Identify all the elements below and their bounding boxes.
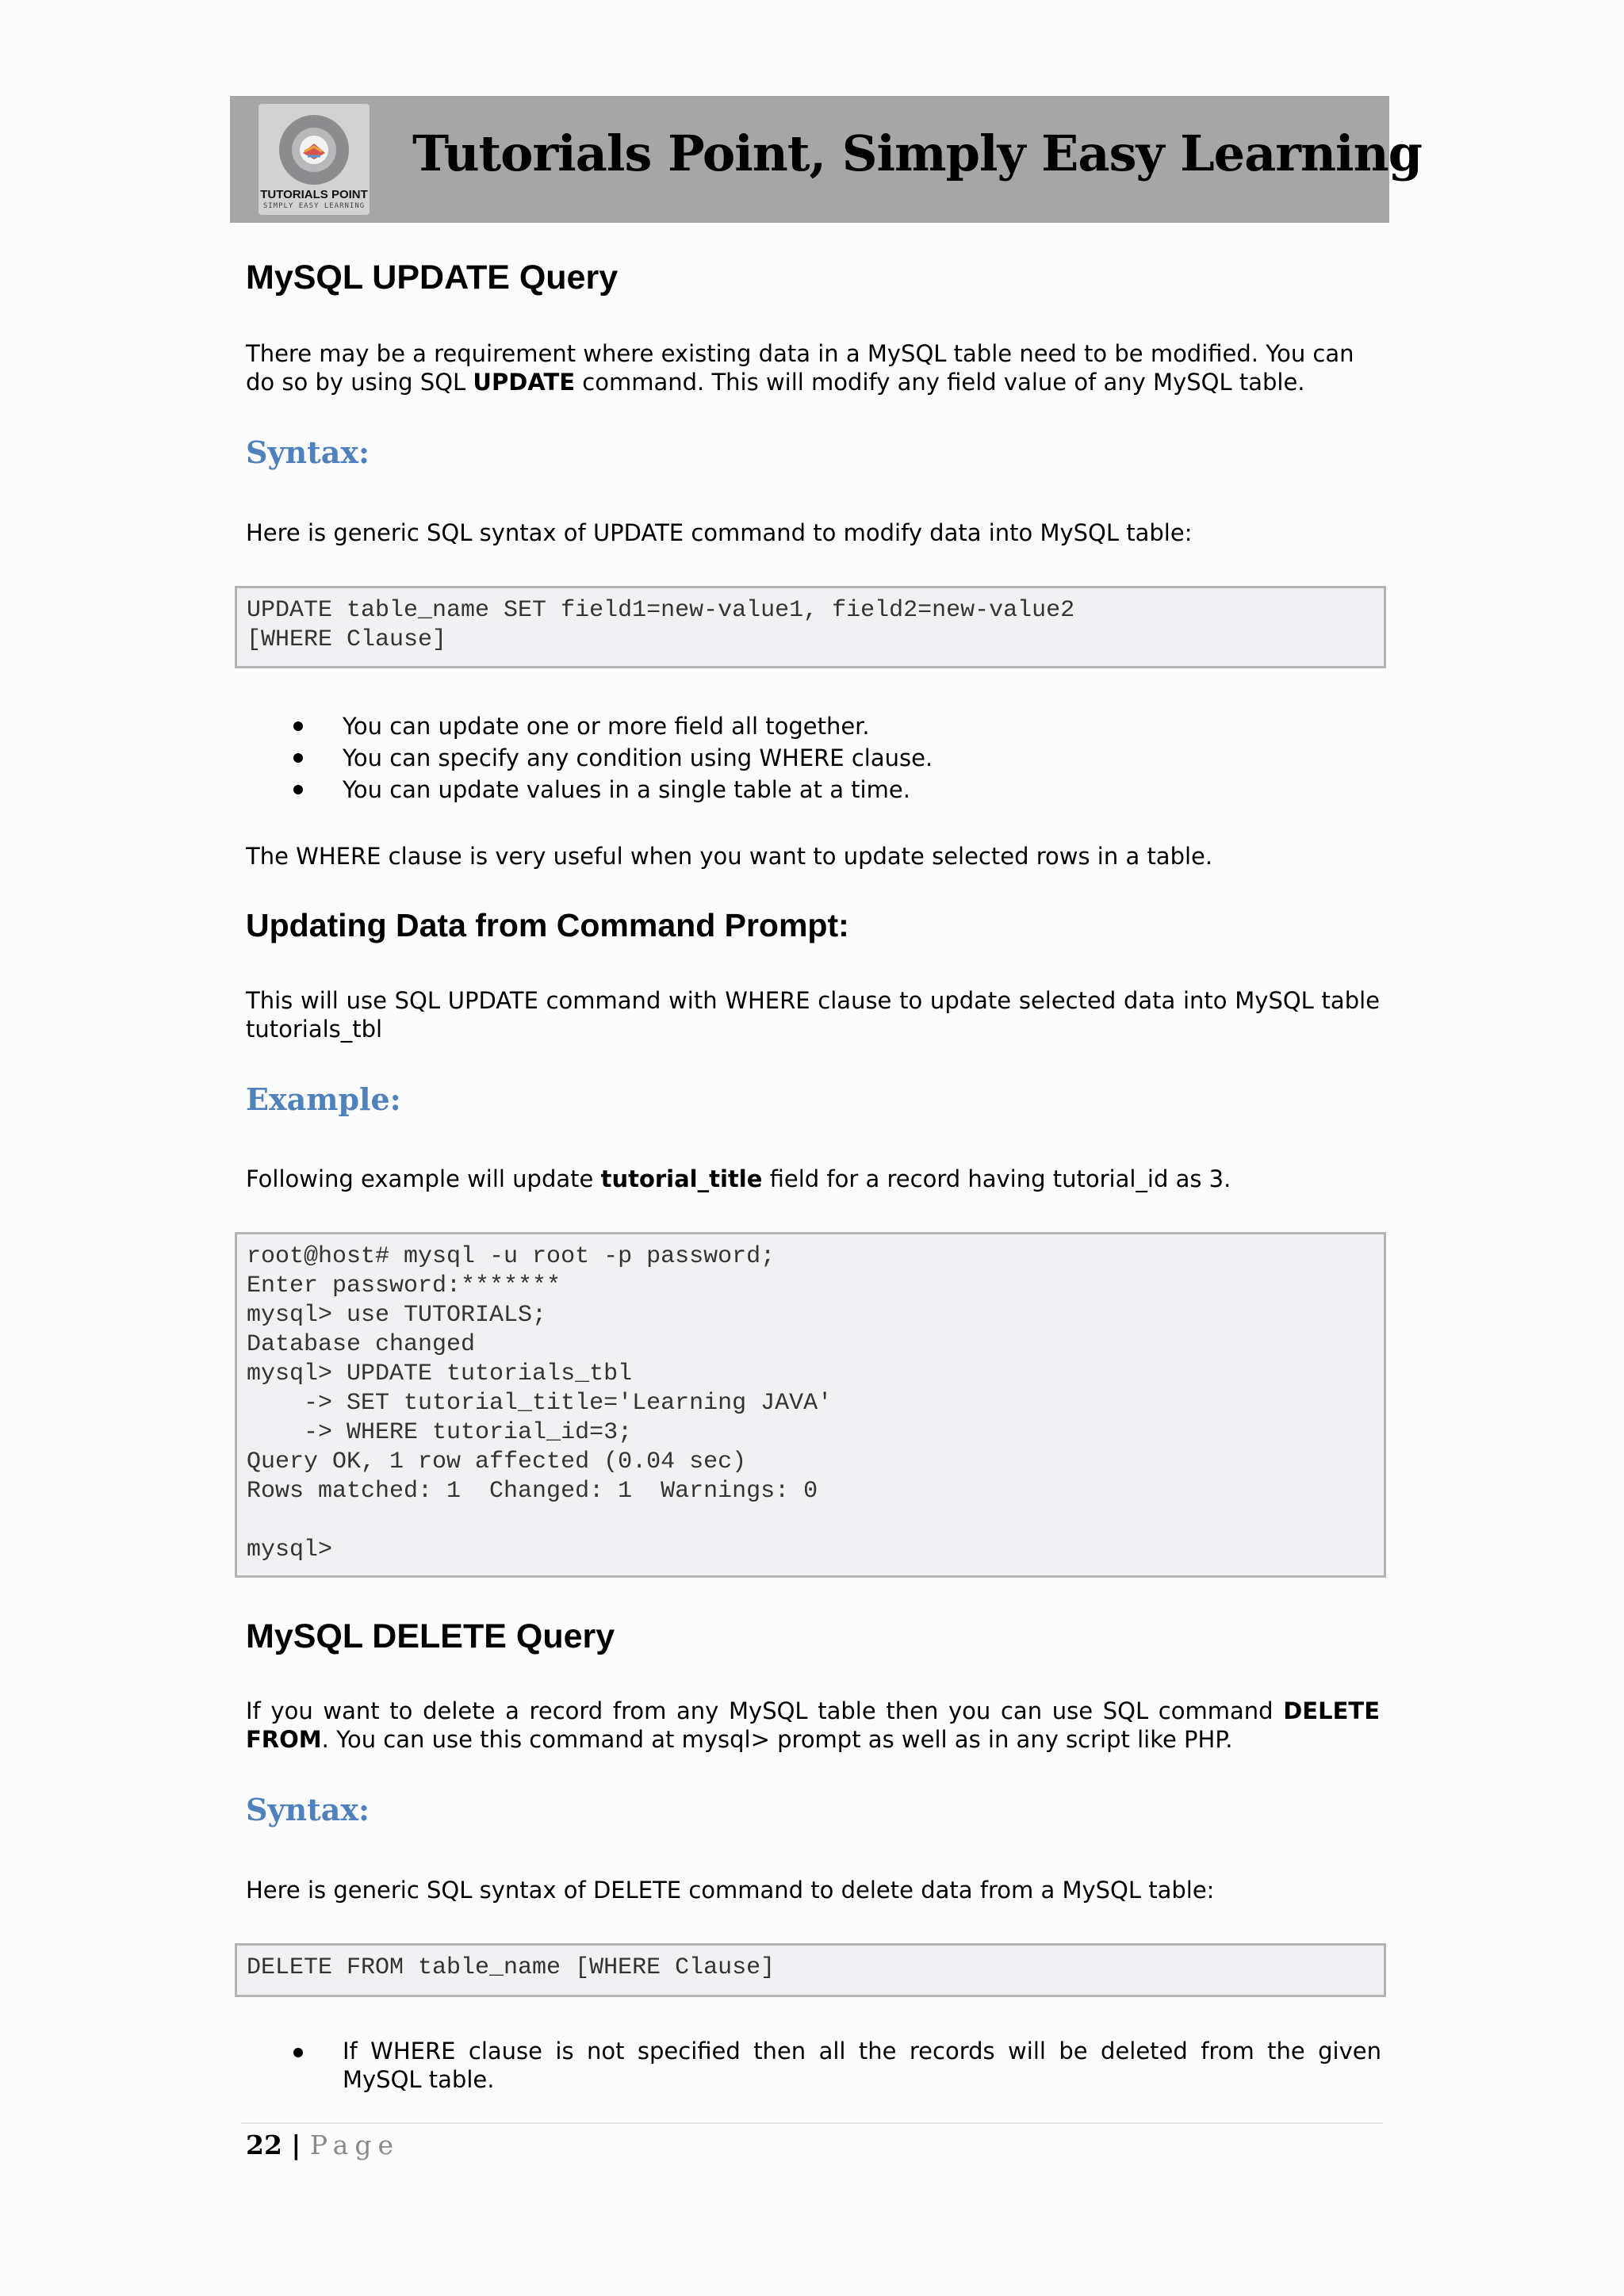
example-intro-text: Following example will update — [246, 1165, 601, 1192]
example-heading: Example: — [246, 1081, 401, 1117]
list-item-text: You can specify any condition using WHERE clause. — [343, 744, 933, 771]
delete-intro-text: If you want to delete a record from any MySQL table then you can use SQL command — [246, 1697, 1284, 1724]
list-item — [293, 2037, 1381, 2094]
update-intro — [246, 339, 1380, 396]
bullet-icon — [293, 753, 303, 763]
footer-divider — [241, 2122, 1383, 2124]
delete-keyword: DELETE — [1283, 1697, 1380, 1724]
logo-emblem-icon — [276, 112, 352, 188]
delete-intro — [246, 1697, 1380, 1754]
logo-text: TUTORIALS POINT — [260, 188, 368, 201]
where-clause-note: The WHERE clause is very useful when you want to update selected rows in a table. — [246, 843, 1213, 870]
update-syntax-heading: Syntax: — [246, 434, 370, 470]
bullet-icon — [293, 785, 303, 794]
delete-syntax-intro: Here is generic SQL syntax of DELETE command to delete data from a MySQL table: — [246, 1877, 1215, 1904]
update-intro-text: There may be a requirement where existing data in a MySQL table need to be modified. You can do so by using SQL — [246, 340, 1354, 396]
list-item — [293, 710, 1381, 742]
command-prompt-heading: Updating Data from Command Prompt: — [246, 907, 849, 943]
delete-syntax-code: DELETE FROM table_name [WHERE Clause] — [235, 1943, 1386, 1997]
example-field-name: tutorial_title — [600, 1165, 763, 1192]
footer-separator: | — [282, 2130, 310, 2160]
delete-bullet-list — [293, 2037, 1381, 2094]
logo-tagline: SIMPLY EASY LEARNING — [262, 202, 366, 210]
tutorials-point-logo — [259, 104, 370, 215]
delete-heading: MySQL DELETE Query — [246, 1617, 615, 1655]
update-keyword: UPDATE — [473, 369, 576, 396]
command-prompt-intro: This will use SQL UPDATE command with WHERE clause to update selected data into MySQL table tutorials_tbl — [246, 987, 1380, 1043]
header-title: Tutorials Point, Simply Easy Learning — [412, 124, 1423, 182]
page-label: Page — [309, 2130, 400, 2160]
delete-syntax-heading: Syntax: — [246, 1792, 370, 1827]
example-intro-text-end: field for a record having tutorial_id as 3. — [762, 1165, 1231, 1192]
update-syntax-code: UPDATE table_name SET field1=new-value1, field2=new-value2 [WHERE Clause] — [235, 586, 1386, 668]
page-number: 22 — [246, 2130, 282, 2160]
page-header — [230, 96, 1423, 223]
delete-intro-text-end: . You can use this command at mysql> prompt as well as in any script like PHP. — [321, 1726, 1233, 1753]
list-item-text: You can update values in a single table at a time. — [343, 776, 910, 803]
update-intro-text-end: command. This will modify any field value of any MySQL table. — [575, 369, 1305, 396]
update-syntax-intro: Here is generic SQL syntax of UPDATE command to modify data into MySQL table: — [246, 519, 1193, 546]
bullet-icon — [293, 2048, 303, 2057]
list-item — [293, 742, 1381, 774]
list-item — [293, 774, 1381, 806]
page-footer — [246, 2130, 400, 2160]
example-intro — [246, 1165, 1380, 1193]
from-keyword: FROM — [246, 1726, 322, 1753]
update-bullet-list — [293, 710, 1381, 806]
example-code-block: root@host# mysql -u root -p password; Enter password:******* mysql> use TUTORIALS; Database changed mysql> UPDATE tutorials_tbl -> SET tutorial_title='Learning JAVA' -> WHERE tutorial_id=3; Query OK, 1 row affected (0.04 sec) Rows matched: 1 Changed: 1 Warnings: 0 mysql> — [235, 1232, 1386, 1578]
list-item-text: You can update one or more field all together. — [343, 713, 870, 740]
bullet-icon — [293, 721, 303, 731]
update-heading: MySQL UPDATE Query — [246, 258, 619, 297]
list-item-text: If WHERE clause is not specified then all the records will be deleted from the given MySQL table. — [343, 2038, 1381, 2093]
